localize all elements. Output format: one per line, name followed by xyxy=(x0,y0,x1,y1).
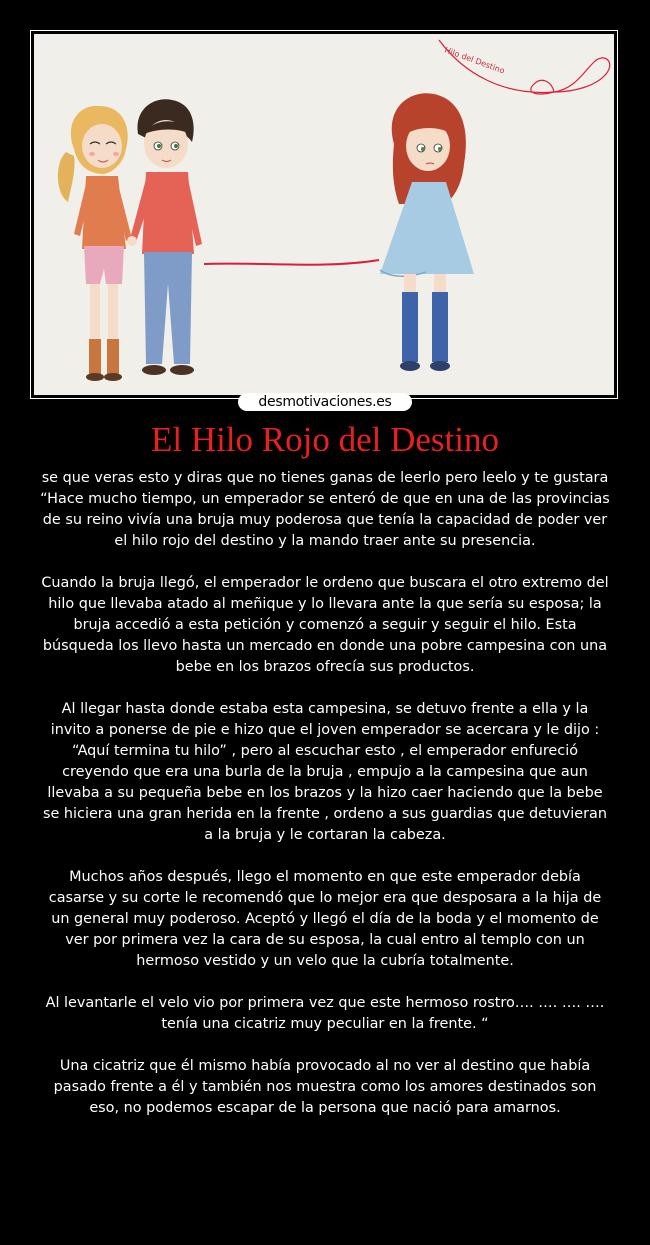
handwritten-label: Hilo del Destino xyxy=(443,45,506,76)
story-paragraph-4: Muchos años después, llego el momento en que este emperador debía casarse y su corte le recomendó que lo mejor era que desposara a la hija de un general muy poderoso. Aceptó y llegó el día de la boda y el momento de ver por primera vez la cara de su esposa, la cual entro al templo con un hermoso vestido y un velo que la cubría totalmente. xyxy=(48,869,602,969)
story-paragraph-6: Una cicatriz que él mismo había provocado al no ver al destino que había pasado frente a él y también nos muestra como los amores destinados son eso, no podemos escapar de la persona que nació para amarnos. xyxy=(53,1058,597,1116)
story-paragraph-5: Al levantarle el velo vio por primera vez que este hermoso rostro…. …. …. …. tenía una cicatriz muy peculiar en la frente. “ xyxy=(45,995,605,1032)
page-title: El Hilo Rojo del Destino xyxy=(150,420,500,459)
story-paragraph-2: Cuando la bruja llegó, el emperador le ordeno que buscara el otro extremo del hilo que llevaba atado al meñique y lo llevara ante la que sería su esposa; la bruja accedió a esta petición y comenzó a seguir y seguir el hilo. Esta búsqueda los llevo hasta un mercado en donde una pobre campesina con una bebe en los brazos ofrecía sus productos. xyxy=(41,575,609,675)
drawing-illustration xyxy=(34,34,614,395)
poster-frame xyxy=(30,30,618,399)
story-paragraph-3: Al llegar hasta donde estaba esta campesina, se detuvo frente a ella y la invito a ponerse de pie e hizo que el joven emperador se acercara y le dijo : “Aquí termina tu hilo” , pero al escuchar esto , el emperador enfureció creyendo que era una burla de la bruja , empujo a la campesina que aun llevaba a su pequeña bebe en los brazos y la hizo caer haciendo que la bebe se hiciera una gran herida en la frente , ordeno a sus guardias que detuvieran a la bruja y le cortaran la cabeza. xyxy=(43,701,607,843)
story-paragraph-1: se que veras esto y diras que no tienes ganas de leerlo pero leelo y te gustara “Hace mucho tiempo, un emperador se enteró de que en una de las provincias de su reino vivía una bruja muy poderosa que tenía la capacidad de poder ver el hilo rojo del destino y la mando traer ante su presencia. xyxy=(40,470,610,549)
story-text xyxy=(40,468,610,1119)
drawing-image xyxy=(34,34,614,395)
site-watermark: desmotivaciones.es xyxy=(238,393,412,411)
